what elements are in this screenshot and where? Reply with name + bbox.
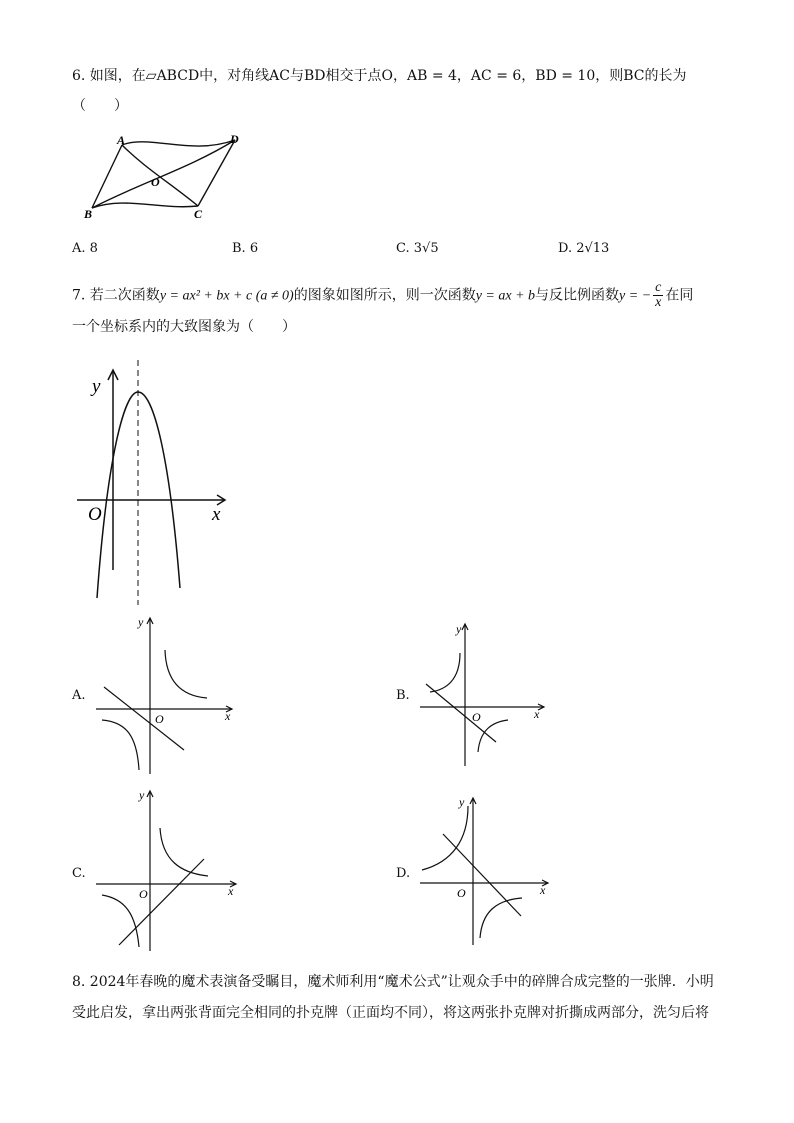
label-b: B bbox=[84, 207, 93, 221]
hyperbola-q3 bbox=[102, 895, 139, 947]
hyperbola-q3 bbox=[102, 720, 139, 770]
x-label: x bbox=[228, 884, 234, 898]
line-graph bbox=[119, 859, 204, 945]
q7-option-a-graph[interactable] bbox=[92, 612, 242, 777]
hyperbola-q2 bbox=[422, 806, 468, 870]
q6-option-a[interactable] bbox=[72, 239, 98, 259]
q6-option-c[interactable] bbox=[396, 239, 439, 259]
q7-text-mid: 的图象如图所示，则一次函数 bbox=[293, 287, 476, 304]
x-label: x bbox=[212, 504, 221, 525]
option-value: 2√13 bbox=[576, 241, 610, 256]
q6-option-b[interactable] bbox=[232, 239, 258, 259]
side-ad bbox=[122, 140, 235, 146]
y-label: y bbox=[92, 376, 101, 397]
q7-text-mid2: 与反比例函数 bbox=[535, 287, 620, 304]
line-graph bbox=[104, 687, 184, 750]
diag-bd bbox=[92, 140, 235, 208]
q7-option-c-letter[interactable]: C. bbox=[72, 866, 86, 881]
hyperbola-q2 bbox=[430, 653, 460, 692]
q7-option-a-letter[interactable]: A. bbox=[72, 688, 86, 703]
option-letter: C. bbox=[396, 241, 410, 256]
origin-label: O bbox=[457, 886, 466, 900]
q7-stem-line1 bbox=[72, 281, 693, 310]
y-label: y bbox=[459, 795, 465, 809]
x-label: x bbox=[225, 709, 231, 723]
origin-label: O bbox=[88, 504, 102, 525]
origin-label: O bbox=[139, 887, 148, 901]
q6-parallelogram-figure bbox=[80, 128, 260, 223]
hyperbola-q1 bbox=[160, 828, 208, 876]
q7-equation-quadratic: y = ax² + bx + c (a ≠ 0) bbox=[159, 288, 294, 304]
q6-stem-line1: 6. 如图，在▱ABCD中，对角线AC与BD相交于点O，AB = 4，AC = 6，BD = 10，则BC的长为 bbox=[72, 68, 687, 84]
hyperbola-q1 bbox=[165, 650, 207, 698]
q7-parabola-graph bbox=[72, 360, 237, 605]
line-graph bbox=[426, 684, 496, 742]
q8-stem-line2: 受此启发，拿出两张背面完全相同的扑克牌（正面均不同），将这两张扑克牌对折撕成两部分，洗匀后将 bbox=[72, 1005, 709, 1021]
fraction-numerator: c bbox=[655, 280, 662, 295]
q6-answer-bracket: （ ） bbox=[72, 98, 128, 114]
fraction-denominator: x bbox=[655, 295, 662, 310]
line-graph bbox=[443, 834, 521, 916]
option-value: 3√5 bbox=[413, 241, 439, 256]
y-label: y bbox=[456, 622, 462, 636]
label-c: C bbox=[194, 207, 203, 221]
diag-ac bbox=[122, 145, 198, 206]
label-d: D bbox=[230, 132, 239, 146]
y-label: y bbox=[138, 615, 144, 629]
q7-equation-linear: y = ax + b bbox=[475, 288, 536, 304]
q7-option-b-letter[interactable]: B. bbox=[396, 688, 410, 703]
q7-stem-line2: 一个坐标系内的大致图象为（ ） bbox=[72, 319, 296, 335]
q7-option-d-graph[interactable] bbox=[416, 792, 554, 950]
hyperbola-q4 bbox=[480, 898, 522, 938]
q7-equation-inverse: y = − bbox=[619, 288, 652, 304]
label-o: O bbox=[151, 175, 160, 189]
q7-option-c-graph[interactable] bbox=[92, 785, 242, 955]
origin-label: O bbox=[155, 712, 164, 726]
y-label: y bbox=[139, 788, 145, 802]
q6-option-d[interactable] bbox=[558, 239, 609, 259]
option-letter: A. bbox=[72, 241, 86, 256]
label-a: A bbox=[117, 133, 126, 147]
side-ab bbox=[92, 145, 122, 208]
x-label: x bbox=[534, 707, 540, 721]
option-letter: D. bbox=[558, 241, 573, 256]
q7-option-b-graph[interactable] bbox=[416, 618, 551, 770]
option-value: 8 bbox=[89, 241, 98, 256]
x-label: x bbox=[540, 883, 546, 897]
origin-label: O bbox=[472, 710, 481, 724]
option-letter: B. bbox=[232, 241, 246, 256]
q7-text-end: 在同 bbox=[665, 287, 694, 304]
option-value: 6 bbox=[249, 241, 259, 256]
side-bc bbox=[92, 203, 198, 208]
q8-stem-line1: 8. 2024年春晚的魔术表演备受瞩目，魔术师利用“魔术公式”让观众手中的碎牌合成完整的一张牌．小明 bbox=[72, 974, 714, 990]
q7-text-pre: 7. 若二次函数 bbox=[72, 287, 160, 304]
q7-fraction bbox=[653, 281, 663, 310]
hyperbola-q4 bbox=[478, 720, 508, 752]
q7-option-d-letter[interactable]: D. bbox=[396, 866, 411, 881]
